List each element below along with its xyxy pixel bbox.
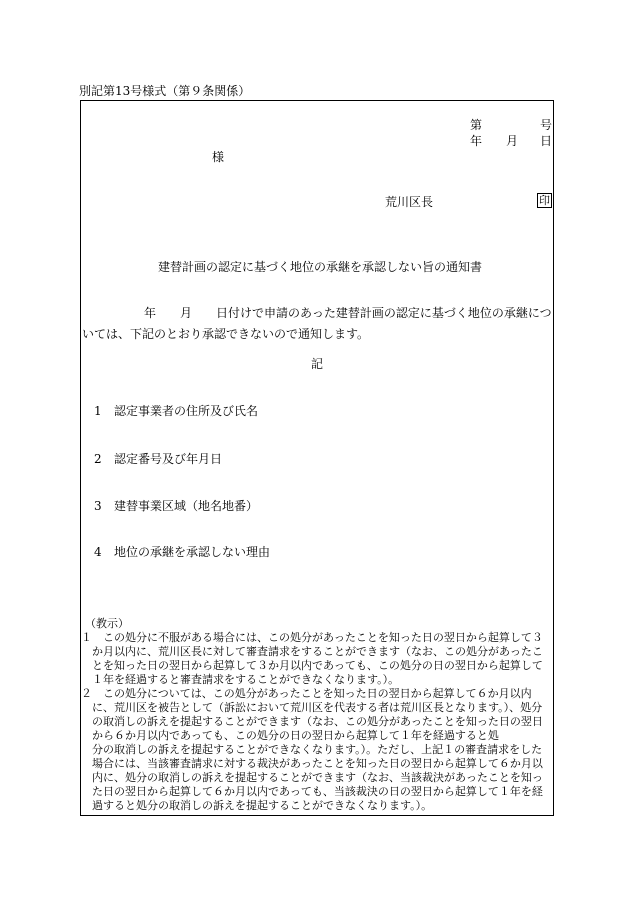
seal-box: 印: [539, 194, 550, 207]
date-day: 日: [540, 134, 553, 148]
number-prefix: 第: [470, 118, 483, 132]
notes-heading: （教示）: [85, 617, 129, 630]
item-label: 認定番号及び年月日: [114, 452, 223, 466]
item-label: 建替事業区域（地名地番）: [114, 499, 259, 513]
notes-line: に、荒川区を被告として（訴訟において荒川区を代表する者は荒川区長となります。）、処分: [81, 701, 543, 714]
document-title: 建替計画の認定に基づく地位の承継を承認しない旨の通知書: [158, 260, 483, 274]
addressee-suffix: 様: [212, 150, 225, 164]
item-number: 2: [94, 452, 102, 466]
issuer: 荒川区長: [385, 195, 434, 209]
body-year: 年: [144, 306, 157, 320]
notes-line: １ この処分に不服がある場合には、この処分があったことを知った日の翌日から起算して３: [81, 631, 543, 644]
item-label: 認定事業者の住所及び氏名: [114, 404, 259, 418]
body-month: 月: [180, 306, 193, 320]
body-text-line-1: 日付けで申請のあった建替計画の認定に基づく地位の承継につ: [216, 306, 552, 320]
number-suffix: 号: [540, 118, 553, 132]
date-year: 年: [470, 134, 483, 148]
notes-line: から６か月以内であっても、この処分の日の翌日から起算して１年を経過すると処: [81, 729, 499, 742]
item-number: 3: [94, 499, 102, 513]
notes-line: ２ この処分については、この処分があったことを知った日の翌日から起算して６か月以内: [81, 687, 532, 700]
notes-line: 内に、処分の取消しの訴えを提起することができます（なお、当該裁決があったことを知っ: [81, 771, 543, 784]
ki-heading: 記: [311, 357, 324, 371]
notes-line: 過すると処分の取消しの訴えを提起することができなくなります。）。: [81, 799, 433, 812]
notes-line: １年を経過すると審査請求をすることができなくなります。）。: [81, 673, 400, 686]
notes-line: とを知った日の翌日から起算して３か月以内であっても、この処分の日の翌日から起算して: [81, 659, 543, 672]
form-label: 別記第13号様式（第９条関係）: [79, 84, 251, 98]
date-month: 月: [506, 134, 519, 148]
notes-line: か月以内に、荒川区長に対して審査請求をすることができます（なお、この処分があったこ: [81, 645, 543, 658]
notes-line: た日の翌日から起算して６か月以内であっても、当該裁決の日の翌日から起算して１年を経: [81, 785, 543, 798]
notes-line: 分の取消しの訴えを提起することができなくなります。）。ただし、上記１の審査請求をした: [81, 743, 543, 756]
notes-line: 場合には、当該審査請求に対する裁決があったことを知った日の翌日から起算して６か月以: [81, 757, 543, 770]
body-text-line-2: いては、下記のとおり承認できないので通知します。: [82, 327, 370, 341]
item-number: 4: [94, 545, 102, 559]
notes-line: の取消しの訴えを提起することができます（なお、この処分があったことを知った日の翌日: [81, 715, 543, 728]
item-label: 地位の承継を承認しない理由: [114, 545, 271, 559]
item-number: 1: [94, 404, 102, 418]
